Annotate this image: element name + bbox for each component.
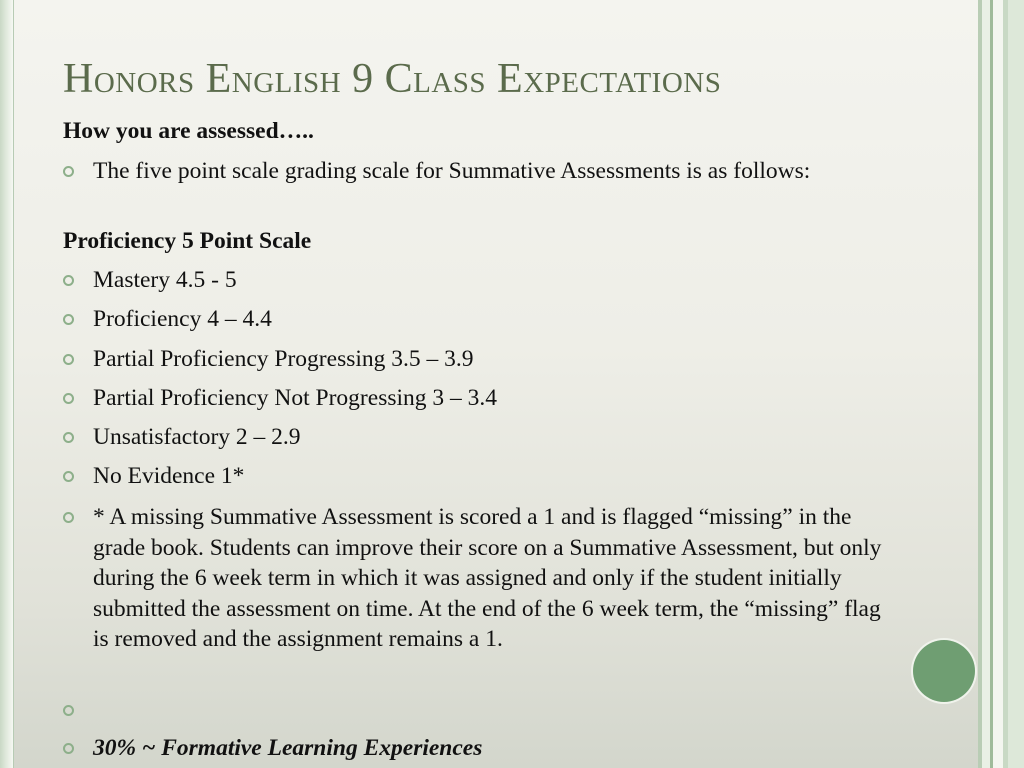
scale-item [63, 265, 883, 296]
bullet-text: 30% ~ Formative Learning Experiences [93, 735, 483, 761]
bullet-icon [63, 743, 74, 754]
scale-item [63, 461, 883, 492]
bullet-icon [63, 512, 74, 523]
scale-item [63, 383, 883, 414]
scale-item [63, 422, 883, 453]
bullet-icon [63, 314, 74, 325]
bullet-text: * A missing Summative Assessment is scored a 1 and is flagged “missing” in the grade book. Students can improve their score on a Summative Assessment, but only during the 6 week term in which it was assigned and only if the student initially submitted the assessment on time. At the end of the 6 week term, the “missing” flag is removed and the assignment remains a 1. [93, 504, 882, 652]
bullet-formative [63, 733, 883, 764]
section-heading-scale: Proficiency 5 Point Scale [63, 228, 312, 254]
bullet-icon [63, 705, 74, 716]
border-stripe [1008, 0, 1024, 768]
bullet-icon [63, 432, 74, 443]
section-heading-assessed: How you are assessed….. [63, 118, 314, 144]
bullet-intro [63, 156, 883, 187]
decorative-circle [913, 640, 975, 702]
border-stripe [993, 0, 1003, 768]
scale-item [63, 304, 883, 335]
scale-item-text: Unsatisfactory 2 – 2.9 [93, 424, 301, 450]
border-stripe [982, 0, 990, 768]
left-border-decoration [0, 0, 14, 768]
scale-item-text: Proficiency 4 – 4.4 [93, 306, 272, 332]
bullet-icon [63, 354, 74, 365]
scale-item-text: Mastery 4.5 - 5 [93, 267, 237, 293]
bullet-icon [63, 275, 74, 286]
bullet-icon [63, 471, 74, 482]
bullet-missing-note [63, 502, 883, 655]
scale-item-text: No Evidence 1* [93, 463, 245, 489]
slide-title: Honors English 9 Class Expectations [63, 56, 722, 102]
bullet-text: The five point scale grading scale for Summative Assessments is as follows: [93, 158, 811, 184]
scale-item-text: Partial Proficiency Progressing 3.5 – 3.9 [93, 346, 474, 372]
scale-item-text: Partial Proficiency Not Progressing 3 – 3.4 [93, 385, 498, 411]
bullet-icon [63, 393, 74, 404]
right-border-decoration [978, 0, 1024, 768]
bullet-icon [63, 166, 74, 177]
scale-item [63, 344, 883, 375]
